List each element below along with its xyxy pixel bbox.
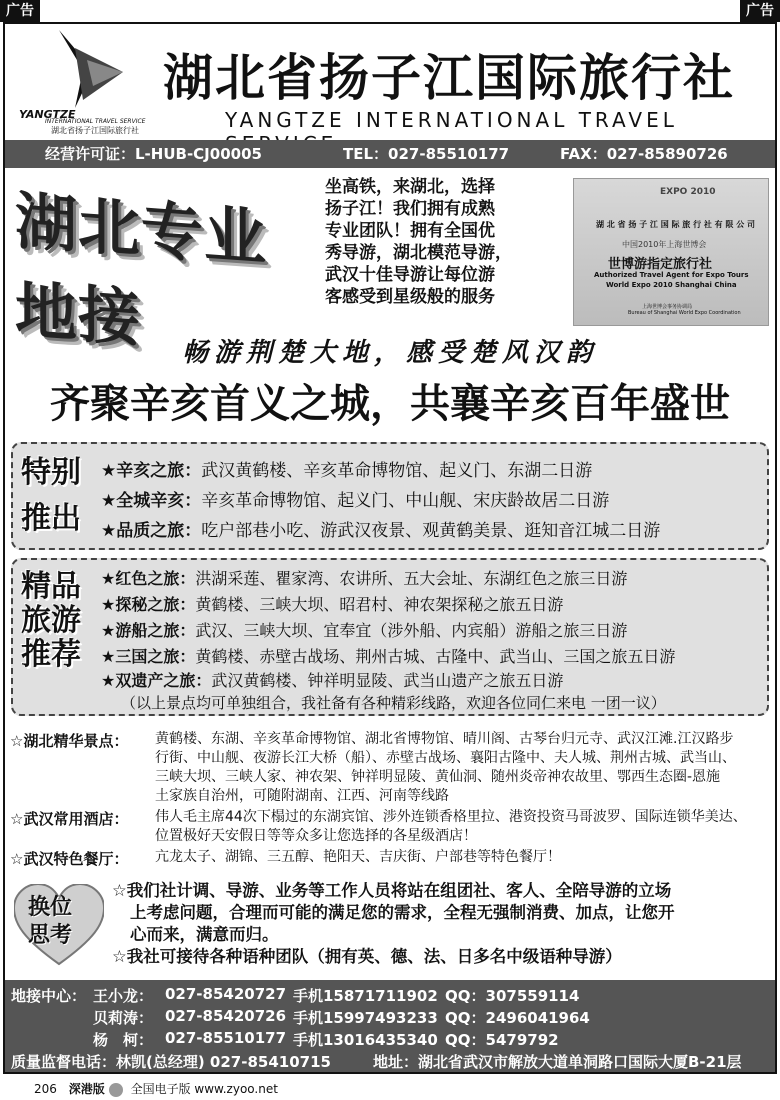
cert-company: 湖 北 省 扬 子 江 国 际 旅 行 社 有 限 公 司 (596, 220, 755, 229)
logo-sub-en: INTERNATIONAL TRAVEL SERVICE (45, 118, 146, 125)
permit-number: 经营许可证：L-HUB-CJ00005 (45, 145, 262, 163)
special-offers-box (11, 442, 769, 550)
special-item-desc: 吃户部巷小吃、游武汉夜景、观黄鹤美景、逛知音江城二日游 (201, 521, 661, 541)
contact-qq: QQ：307559114 (445, 987, 580, 1005)
special-item (101, 486, 609, 511)
supervision-phone: 质量监督电话：林凯(总经理) 027-85410715 (11, 1053, 331, 1071)
special-item-name: ★品质之旅： (101, 521, 202, 541)
company-name-en: YANGTZE INTERNATIONAL TRAVEL (225, 108, 678, 132)
special-item (101, 516, 660, 541)
expo-logo-icon: EXPO 2010 (660, 187, 716, 197)
cert-title: 世博游指定旅行社 (608, 257, 713, 272)
boutique-tours-box (11, 558, 769, 716)
special-item-name: ★全城辛亥： (101, 491, 202, 511)
contact-name: 王小龙： (93, 987, 154, 1005)
promo-line: 秀导游，湖北模范导游， (325, 243, 512, 263)
site-logo-icon (109, 1083, 123, 1097)
restaurant-text: 亢龙太子、湖锦、三五醇、艳阳天、吉庆街、户部巷等特色餐厅！ (155, 849, 561, 865)
hotel-label: ☆武汉常用酒店： (10, 810, 129, 828)
boutique-item (101, 566, 627, 589)
scenic-line: 三峡大坝、三峡人家、神农架、钟祥明显陵、黄仙洞、随州炎帝神农故里、鄂西生态圈-恩施 (155, 769, 721, 785)
cert-en-2: World Expo 2010 Shanghai China (606, 281, 737, 289)
special-label-2: 推出 (21, 501, 81, 536)
heart-label (28, 894, 72, 950)
ad-label-right: 广告 (740, 0, 780, 22)
cert-issuer-cn: 上海世博会事务协调局 (642, 304, 693, 310)
promo-line: 坐高铁，来湖北，选择 (325, 177, 495, 197)
boutique-item-name: ★探秘之旅： (101, 595, 196, 614)
special-label (21, 450, 101, 542)
promo-line: 客感受到星级般的服务 (325, 287, 495, 307)
special-label-1: 特别 (21, 455, 81, 490)
footer (34, 1080, 286, 1097)
scenic-label: ☆湖北精华景点： (10, 732, 129, 750)
contact-qq: QQ：2496041964 (445, 1009, 590, 1027)
scenic-line: 行街、中山舰、夜游长江大桥（船）、赤壁古战场、襄阳古隆中、夫人城、荆州古城、武当山、 (155, 750, 736, 766)
restaurant-label: ☆武汉特色餐厅： (10, 850, 129, 868)
boutique-item-desc: 洪湖采莲、瞿家湾、农讲所、五大会址、东湖红色之旅三日游 (195, 569, 628, 588)
cert-en-1: Authorized Travel Agent for Expo Tours (594, 271, 749, 279)
slogan-line-2: 齐聚辛亥首义之城，共襄辛亥百年盛世 (50, 381, 730, 427)
promo-line: 专业团队！拥有全国优 (325, 221, 495, 241)
special-item-name: ★辛亥之旅： (101, 461, 202, 481)
boutique-item-name: ★红色之旅： (101, 569, 196, 588)
contact-mobile: 手机13016435340 (293, 1031, 438, 1049)
contact-bar (5, 980, 775, 1072)
boutique-item-name: ★游船之旅： (101, 621, 196, 640)
cert-issuer-en: Bureau of Shanghai World Expo Coordination (628, 310, 741, 316)
heart-label-1: 换位 (28, 895, 73, 920)
slogan-line-1: 畅游荆楚大地，感受楚风汉韵 (181, 338, 598, 368)
address: 地址：湖北省武汉市解放大道单洞路口国际大厦B-21层 (373, 1053, 742, 1071)
promo-line: 武汉十佳导游让每位游 (325, 265, 495, 285)
contact-name: 贝莉涛： (93, 1009, 154, 1027)
licence-bar (5, 140, 775, 168)
empathy-line: 心而来，满意而归。 (130, 925, 279, 944)
boutique-note: （以上景点均可单独组合，我社备有各种精彩线路，欢迎各位同仁来电 一团一议） (121, 694, 666, 712)
contact-name: 杨 柯： (93, 1031, 154, 1049)
boutique-item (101, 592, 563, 615)
special-item-desc: 辛亥革命博物馆、起义门、中山舰、宋庆龄故居二日游 (201, 491, 610, 511)
logo (15, 28, 155, 136)
boutique-label-1: 精品 (21, 569, 81, 604)
empathy-line: ☆我社可接待各种语种团队（拥有英、德、法、日多名中级语种导游） (112, 947, 622, 966)
empathy-line: ☆我们社计调、导游、业务等工作人员将站在组团社、客人、全陪导游的立场 (112, 881, 672, 900)
promo-line: 扬子江！我们拥有成熟 (325, 199, 495, 219)
special-item (101, 456, 592, 481)
contact-mobile: 手机15997493233 (293, 1009, 438, 1027)
expo-certificate (573, 178, 769, 326)
boutique-item-name: ★三国之旅： (101, 647, 196, 666)
contact-tel: 027-85420726 (165, 1007, 287, 1025)
boutique-item (101, 644, 675, 667)
logo-sub-cn: 湖北省扬子江国际旅行社 (51, 126, 139, 135)
company-name-cn: 湖北省扬子江国际旅行社 (163, 48, 735, 107)
contact-tel: 027-85510177 (165, 1029, 287, 1047)
site-url: 全国电子版 www.zyoo.net (130, 1082, 278, 1096)
boutique-item (101, 618, 627, 641)
boutique-label (21, 570, 101, 672)
boutique-item (101, 668, 563, 691)
page-number: 206 (34, 1082, 57, 1096)
header (5, 24, 775, 136)
contact-tel: 027-85420727 (165, 985, 287, 1003)
scenic-text (155, 730, 765, 806)
empathy-line: 上考虑问题，合理而可能的满足您的需求，全程无强制消费、加点，让您开 (130, 903, 675, 922)
edition: 深港版 (68, 1082, 105, 1096)
promo-big-title: 湖北专业地接 (15, 184, 268, 356)
hotel-text (155, 808, 765, 846)
boutique-item-desc: 武汉、三峡大坝、宜奉宜（涉外船、内宾船）游船之旅三日游 (195, 621, 628, 640)
ad-label-left: 广告 (0, 0, 40, 22)
special-item-desc: 武汉黄鹤楼、辛亥革命博物馆、起义门、东湖二日游 (201, 461, 593, 481)
promo-text (325, 176, 565, 308)
boutique-item-desc: 武汉黄鹤楼、钟祥明显陵、武当山遗产之旅五日游 (211, 671, 564, 690)
telephone: TEL：027-85510177 (343, 145, 510, 163)
hotel-line: 位置极好天安假日等等众多让您选择的各星级酒店！ (155, 828, 477, 844)
boutique-label-2: 旅游 (21, 603, 81, 638)
fax: FAX：027-85890726 (560, 145, 728, 163)
empathy-section (10, 880, 770, 976)
scenic-line: 土家族自治州，可随附湖南、江西、河南等线路 (155, 788, 449, 804)
cert-subtitle: 中国2010年上海世博会 (622, 240, 707, 249)
scenic-line: 黄鹤楼、东湖、辛亥革命博物馆、湖北省博物馆、晴川阁、古琴台归元寺、武汉江滩.江汉路步 (155, 731, 734, 747)
logo-brand-en: YANGTZE (19, 108, 76, 121)
boutique-item-name: ★双遗产之旅： (101, 671, 212, 690)
boutique-item-desc: 黄鹤楼、赤壁古战场、荆州古城、古隆中、武当山、三国之旅五日游 (195, 647, 676, 666)
boutique-label-3: 推荐 (21, 637, 81, 672)
boutique-item-desc: 黄鹤楼、三峡大坝、昭君村、神农架探秘之旅五日游 (195, 595, 564, 614)
contact-label: 地接中心： (11, 987, 87, 1005)
heart-label-2: 思考 (28, 923, 73, 948)
logo-mark-icon (53, 30, 125, 108)
empathy-text (112, 880, 767, 968)
contact-qq: QQ：5479792 (445, 1031, 559, 1049)
hotel-line: 伟人毛主席44次下榻过的东湖宾馆、涉外连锁香格里拉、港资投资马哥波罗、国际连锁华美达、 (155, 809, 747, 825)
contact-mobile: 手机15871711902 (293, 987, 438, 1005)
